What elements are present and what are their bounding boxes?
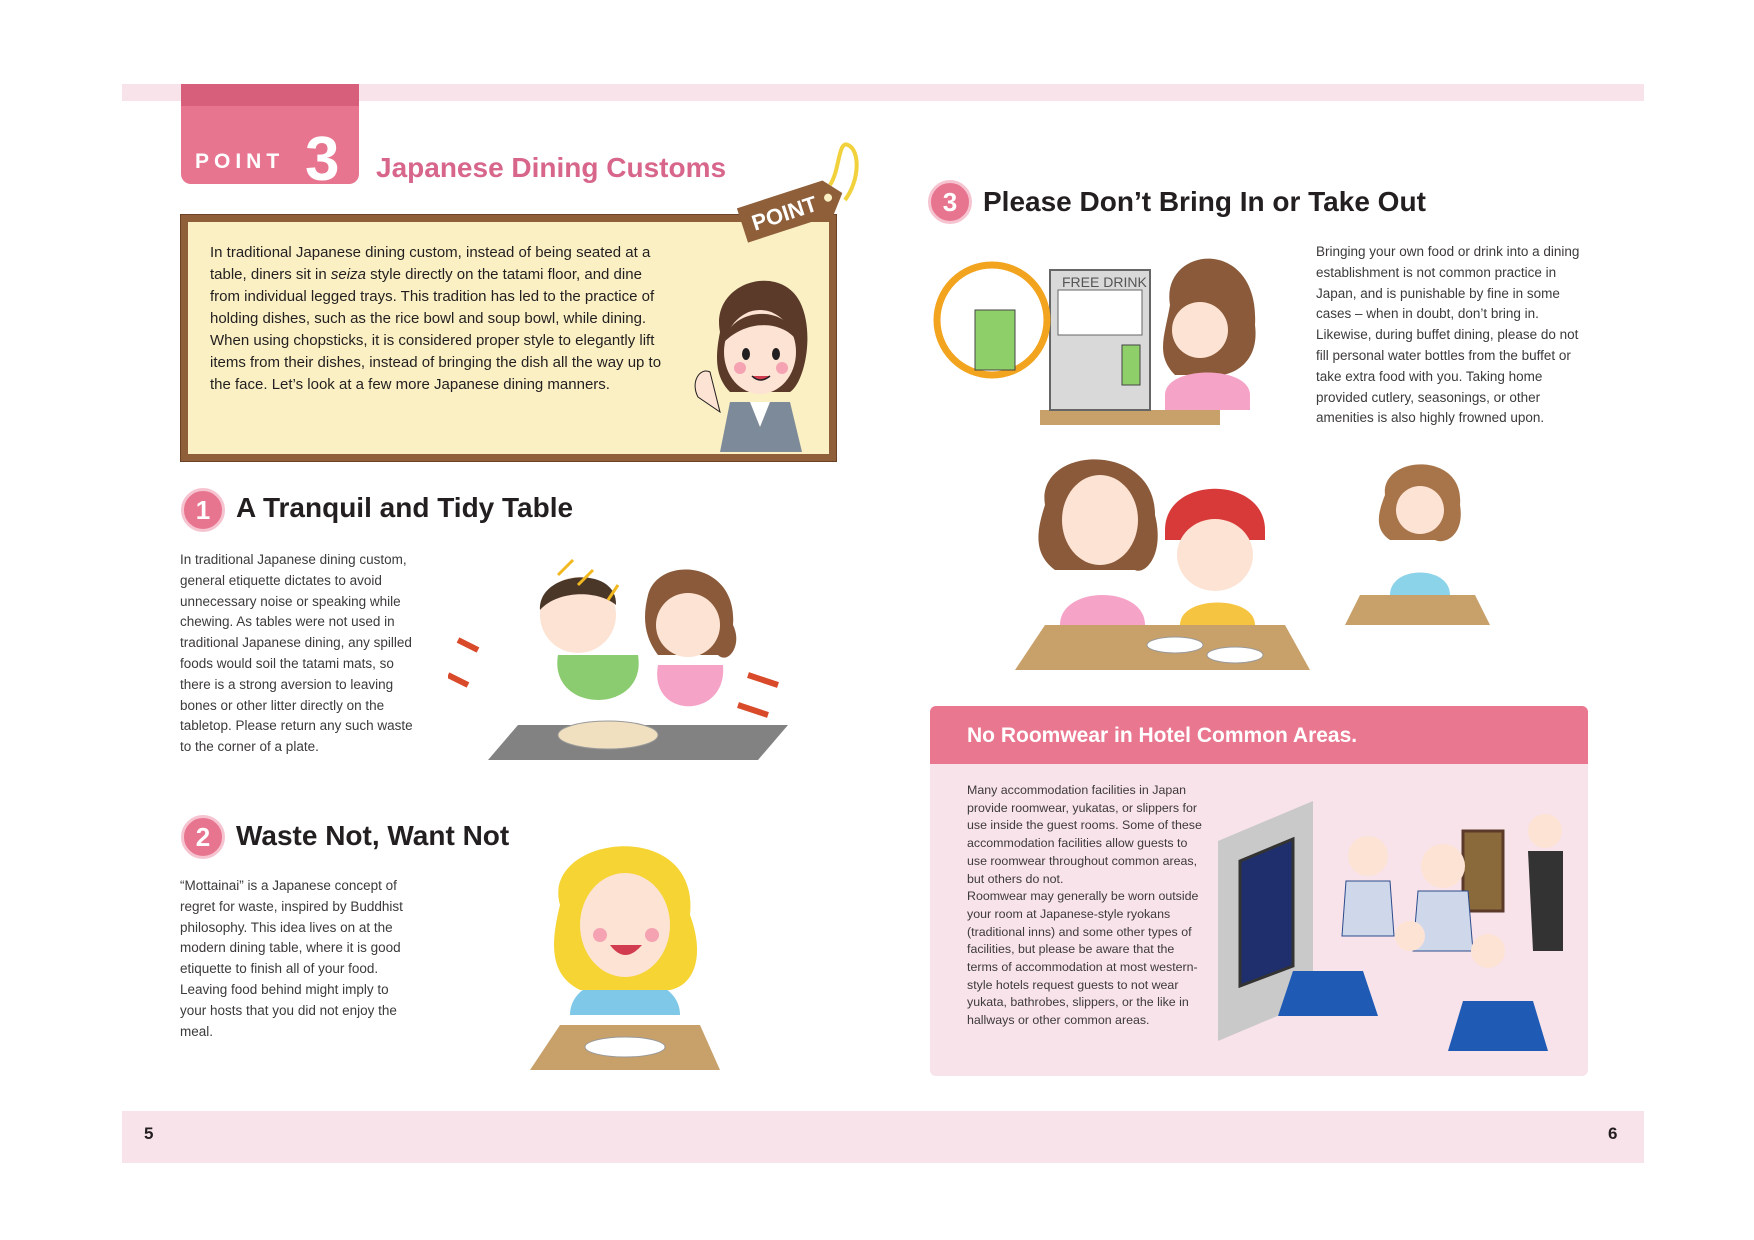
roomwear-header (930, 706, 1588, 764)
drink-machine-illustration (930, 245, 1260, 425)
section-2-title: Waste Not, Want Not (236, 820, 510, 851)
blonde-woman-eating-illustration (530, 815, 730, 1070)
point-tag-label: POINT (748, 191, 821, 236)
page-title: Japanese Dining Customs (376, 152, 727, 183)
section-3-title: Please Don’t Bring In or Take Out (983, 186, 1426, 217)
point-label: POINT (195, 150, 285, 173)
section-3-badge: 3 (928, 180, 972, 224)
section-1-badge: 1 (181, 488, 225, 532)
point-tag-illustration (730, 140, 870, 250)
guide-woman-illustration (690, 262, 830, 452)
drink-machine-label: FREE DRINK (1062, 274, 1147, 290)
bottom-band (122, 1111, 1644, 1163)
intro-text: In traditional Japanese dining custom, instead of being seated at a table, diners sit in seiza style directly on the tatami floor, and dine from individual legged trays. This tradition has led to the practice of holding dishes, such as the rice bowl and soup bowl, while dining. When using chopsticks, it is considered proper style to elegantly lift items from their dishes, instead of bringing the dish all the way up to the face. Let’s look at a few more Japanese dining manners. (210, 244, 662, 393)
point-tab-top (181, 84, 359, 106)
point-number: 3 (305, 125, 340, 184)
section-1-title: A Tranquil and Tidy Table (236, 492, 574, 523)
couple-messy-eating-illustration (448, 555, 798, 760)
page-number-left: 5 (144, 1124, 154, 1143)
roomwear-box (930, 706, 1588, 1076)
hotel-roomwear-illustration (1218, 801, 1583, 1066)
section-3-body: Bringing your own food or drink into a dining establishment is not common practice in Japan, and is punishable by fine in some cases – when in doubt, don’t bring in. Likewise, during buffet dining, please do not fill personal water bottles from the buffet or take extra food with you. Taking home provided cutlery, seasonings, or other amenities is also highly frowned upon. (1316, 244, 1580, 426)
family-dining-illustration (1015, 445, 1495, 675)
section-2-body: “Mottainai” is a Japanese concept of regret for waste, inspired by Buddhist philosophy. This idea lives on at the modern dining table, where it is good etiquette to finish all of your food. Leaving food behind might imply to your hosts that you did not enjoy the meal. (180, 878, 403, 1039)
section-2-badge: 2 (181, 815, 225, 859)
page-number-right: 6 (1608, 1124, 1618, 1143)
section-1-body: In traditional Japanese dining custom, general etiquette dictates to avoid unnecessary noise or speaking while chewing. As tables were not used in traditional Japanese dining, any spilled foods would soil the tatami mats, so there is a strong aversion to leaving bones or other litter directly on the tabletop. Please return any such waste to the corner of a plate. (180, 552, 413, 755)
roomwear-title: No Roomwear in Hotel Common Areas. (967, 724, 1358, 747)
roomwear-body: Many accommodation facilities in Japan provide roomwear, yukatas, or slippers for use inside the guest rooms. Some of these accommodation facilities allow guests to use roomwear throughout common areas, but others do not. Roomwear may generally be worn outside your room at Japanese-style ryokans (traditional inns) and some other types of facilities, but please be aware that the terms of accommodation at most western-style hotels request guests to not wear yukata, bathrobes, slippers, or the like in hallways or other common areas. (967, 783, 1202, 1028)
point-tab (181, 84, 359, 184)
